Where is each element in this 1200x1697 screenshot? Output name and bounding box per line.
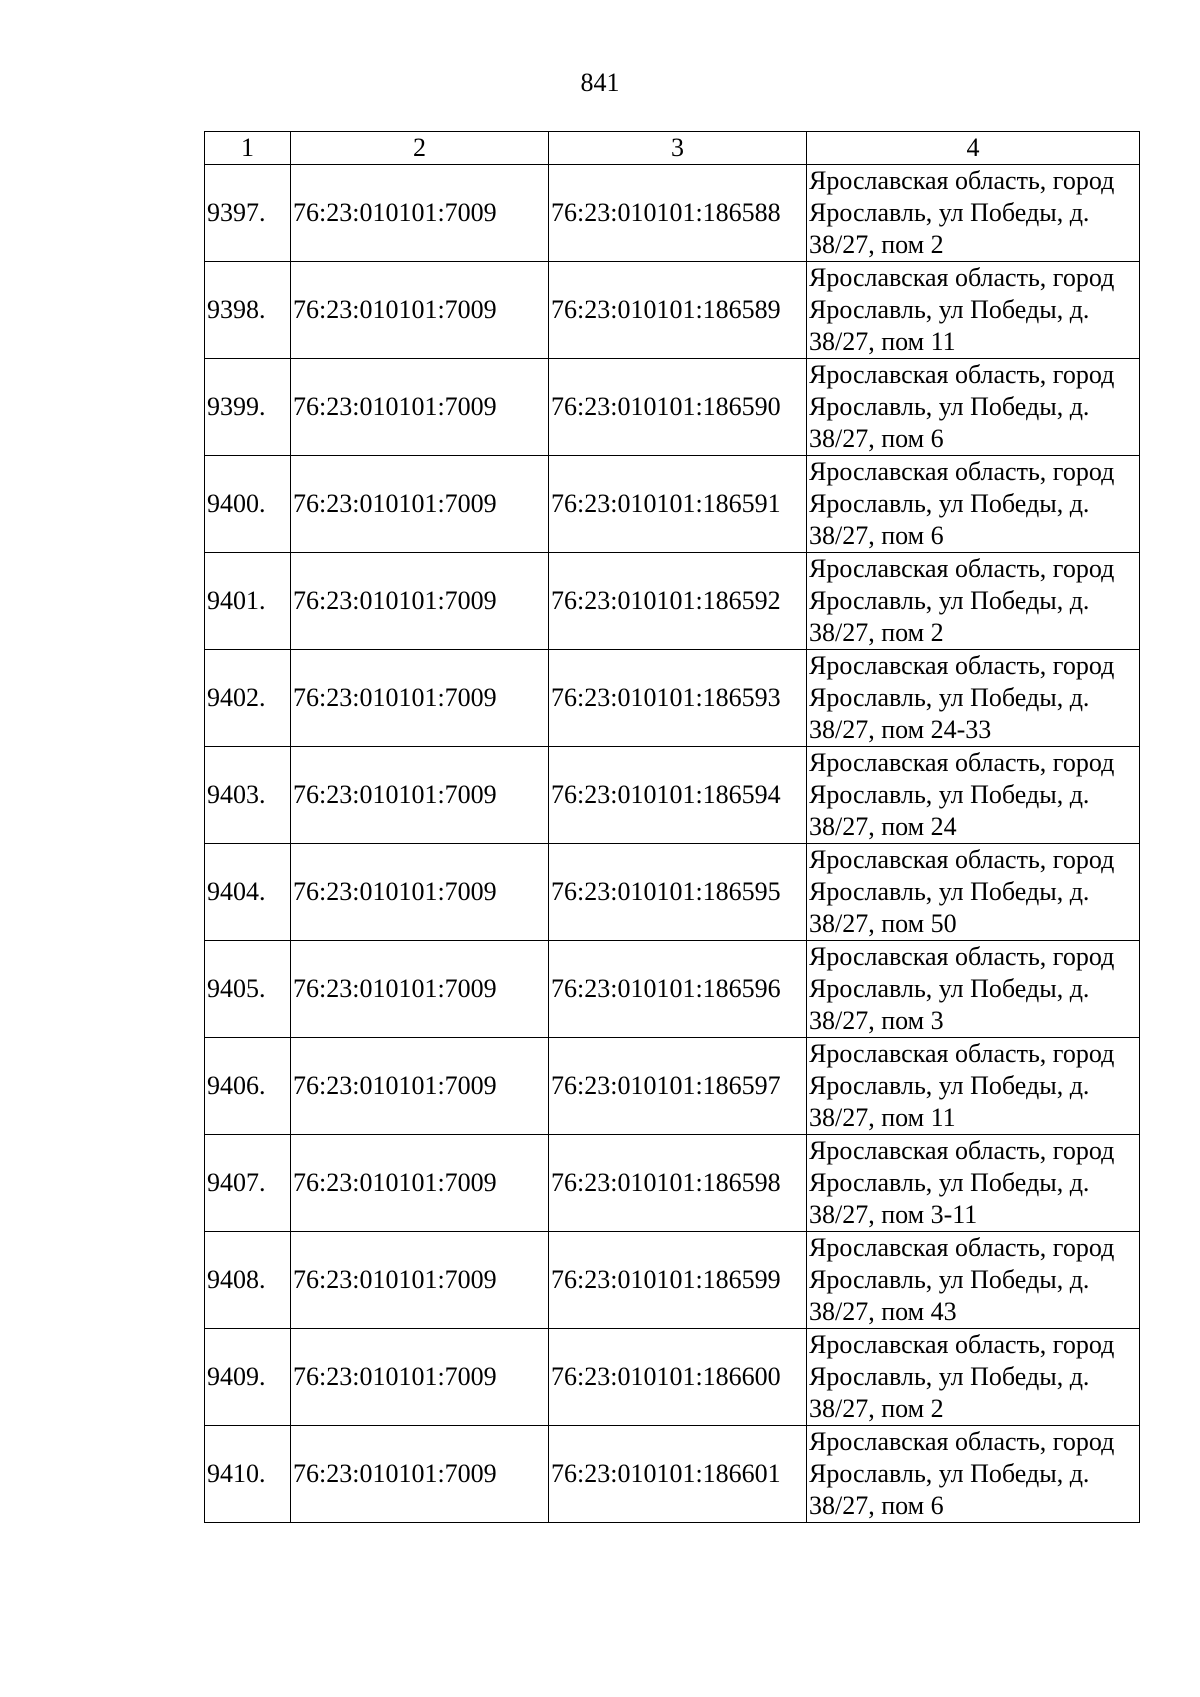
parent-cadastral-cell: 76:23:010101:7009 xyxy=(291,941,549,1038)
cadastral-number-cell: 76:23:010101:186588 xyxy=(549,165,807,262)
table-row xyxy=(205,650,1140,747)
parent-cadastral-cell: 76:23:010101:7009 xyxy=(291,844,549,941)
cadastral-number-cell: 76:23:010101:186596 xyxy=(549,941,807,1038)
page-number: 841 xyxy=(580,68,620,97)
row-number-cell: 9398. xyxy=(205,262,291,359)
table-body xyxy=(205,165,1140,1523)
address-cell: Ярославская область, город Ярославль, ул Победы, д. 38/27, пом 43 xyxy=(807,1232,1140,1329)
cadastral-number-cell: 76:23:010101:186590 xyxy=(549,359,807,456)
table-row xyxy=(205,941,1140,1038)
table-row xyxy=(205,262,1140,359)
parent-cadastral-cell: 76:23:010101:7009 xyxy=(291,1135,549,1232)
row-number-cell: 9400. xyxy=(205,456,291,553)
table-row xyxy=(205,456,1140,553)
table-row xyxy=(205,1329,1140,1426)
cadastral-number-cell: 76:23:010101:186594 xyxy=(549,747,807,844)
address-cell: Ярославская область, город Ярославль, ул Победы, д. 38/27, пом 11 xyxy=(807,1038,1140,1135)
address-cell: Ярославская область, город Ярославль, ул Победы, д. 38/27, пом 2 xyxy=(807,553,1140,650)
row-number-cell: 9397. xyxy=(205,165,291,262)
table-row xyxy=(205,553,1140,650)
row-number-cell: 9401. xyxy=(205,553,291,650)
parent-cadastral-cell: 76:23:010101:7009 xyxy=(291,747,549,844)
address-cell: Ярославская область, город Ярославль, ул Победы, д. 38/27, пом 6 xyxy=(807,456,1140,553)
cadastral-number-cell: 76:23:010101:186589 xyxy=(549,262,807,359)
row-number-cell: 9405. xyxy=(205,941,291,1038)
parent-cadastral-cell: 76:23:010101:7009 xyxy=(291,456,549,553)
row-number-cell: 9408. xyxy=(205,1232,291,1329)
table-row xyxy=(205,1038,1140,1135)
row-number-cell: 9410. xyxy=(205,1426,291,1523)
cadastral-number-cell: 76:23:010101:186595 xyxy=(549,844,807,941)
address-cell: Ярославская область, город Ярославль, ул Победы, д. 38/27, пом 11 xyxy=(807,262,1140,359)
address-cell: Ярославская область, город Ярославль, ул Победы, д. 38/27, пом 2 xyxy=(807,1329,1140,1426)
cadastral-number-cell: 76:23:010101:186592 xyxy=(549,553,807,650)
cadastral-number-cell: 76:23:010101:186593 xyxy=(549,650,807,747)
row-number-cell: 9403. xyxy=(205,747,291,844)
registry-table xyxy=(204,131,1140,1523)
address-cell: Ярославская область, город Ярославль, ул Победы, д. 38/27, пом 3-11 xyxy=(807,1135,1140,1232)
cadastral-number-cell: 76:23:010101:186591 xyxy=(549,456,807,553)
parent-cadastral-cell: 76:23:010101:7009 xyxy=(291,359,549,456)
cadastral-number-cell: 76:23:010101:186599 xyxy=(549,1232,807,1329)
parent-cadastral-cell: 76:23:010101:7009 xyxy=(291,553,549,650)
row-number-cell: 9406. xyxy=(205,1038,291,1135)
header-cell-2: 2 xyxy=(291,132,549,165)
header-cell-3: 3 xyxy=(549,132,807,165)
table-row xyxy=(205,747,1140,844)
table-row xyxy=(205,1426,1140,1523)
address-cell: Ярославская область, город Ярославль, ул Победы, д. 38/27, пом 6 xyxy=(807,1426,1140,1523)
header-cell-4: 4 xyxy=(807,132,1140,165)
parent-cadastral-cell: 76:23:010101:7009 xyxy=(291,1426,549,1523)
address-cell: Ярославская область, город Ярославль, ул Победы, д. 38/27, пом 6 xyxy=(807,359,1140,456)
address-cell: Ярославская область, город Ярославль, ул Победы, д. 38/27, пом 24 xyxy=(807,747,1140,844)
cadastral-number-cell: 76:23:010101:186597 xyxy=(549,1038,807,1135)
address-cell: Ярославская область, город Ярославль, ул Победы, д. 38/27, пом 50 xyxy=(807,844,1140,941)
row-number-cell: 9409. xyxy=(205,1329,291,1426)
table-row xyxy=(205,165,1140,262)
parent-cadastral-cell: 76:23:010101:7009 xyxy=(291,1038,549,1135)
address-cell: Ярославская область, город Ярославль, ул Победы, д. 38/27, пом 24-33 xyxy=(807,650,1140,747)
table-row xyxy=(205,1135,1140,1232)
address-cell: Ярославская область, город Ярославль, ул Победы, д. 38/27, пом 3 xyxy=(807,941,1140,1038)
row-number-cell: 9399. xyxy=(205,359,291,456)
parent-cadastral-cell: 76:23:010101:7009 xyxy=(291,165,549,262)
parent-cadastral-cell: 76:23:010101:7009 xyxy=(291,262,549,359)
row-number-cell: 9402. xyxy=(205,650,291,747)
address-cell: Ярославская область, город Ярославль, ул Победы, д. 38/27, пом 2 xyxy=(807,165,1140,262)
parent-cadastral-cell: 76:23:010101:7009 xyxy=(291,650,549,747)
parent-cadastral-cell: 76:23:010101:7009 xyxy=(291,1232,549,1329)
row-number-cell: 9407. xyxy=(205,1135,291,1232)
header-row xyxy=(205,132,1140,165)
cadastral-number-cell: 76:23:010101:186601 xyxy=(549,1426,807,1523)
cadastral-number-cell: 76:23:010101:186600 xyxy=(549,1329,807,1426)
row-number-cell: 9404. xyxy=(205,844,291,941)
table-row xyxy=(205,844,1140,941)
parent-cadastral-cell: 76:23:010101:7009 xyxy=(291,1329,549,1426)
cadastral-number-cell: 76:23:010101:186598 xyxy=(549,1135,807,1232)
header-cell-1: 1 xyxy=(205,132,291,165)
table-row xyxy=(205,359,1140,456)
table-row xyxy=(205,1232,1140,1329)
